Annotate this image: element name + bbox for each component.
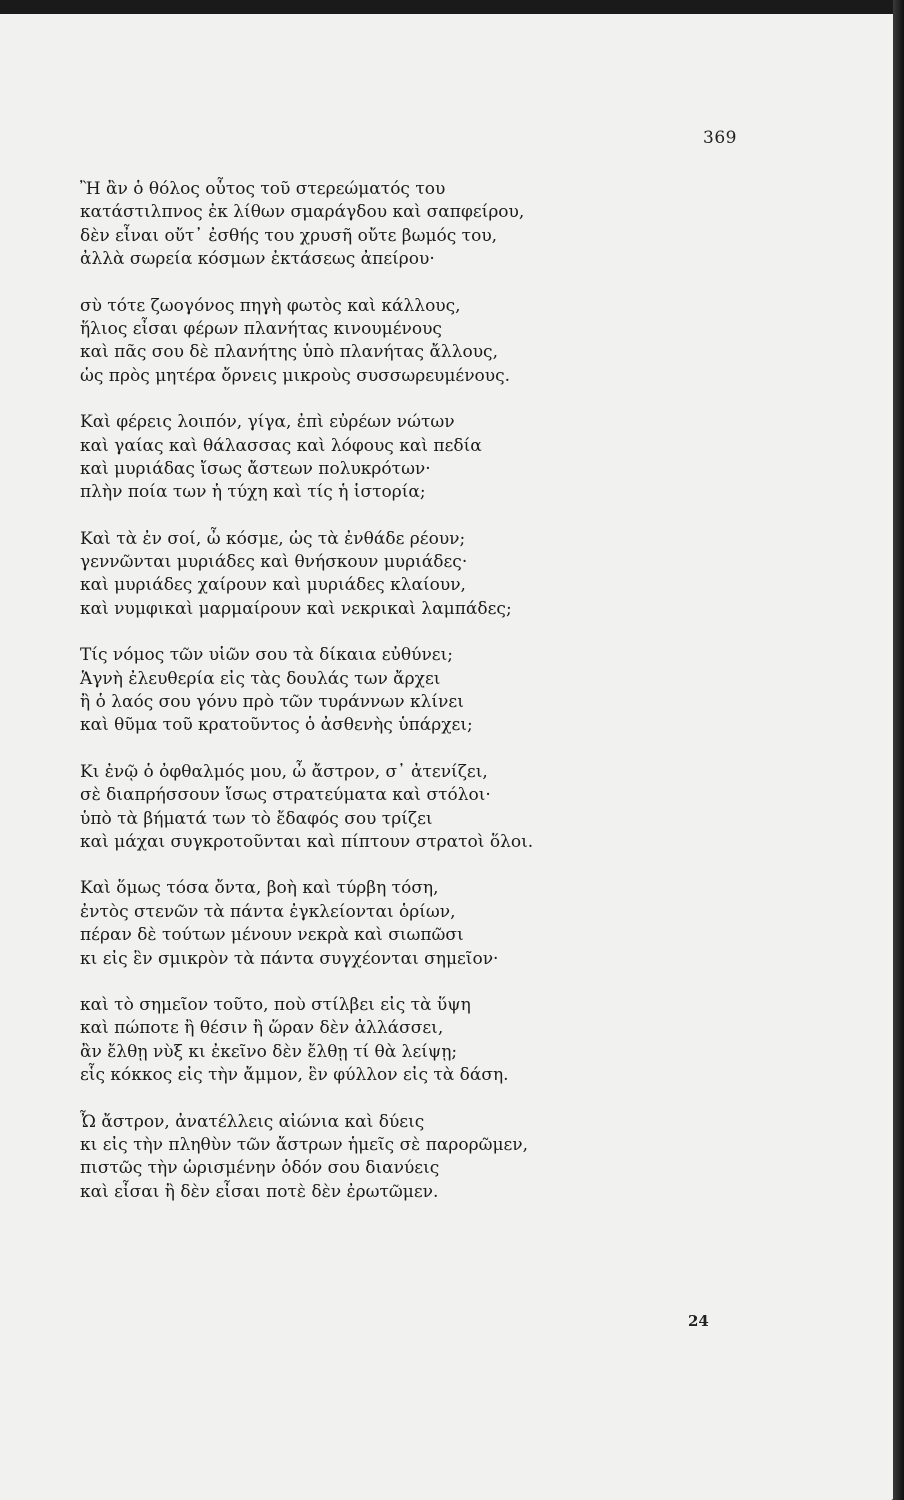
poem-line: σὲ διαπρήσσουν ἴσως στρατεύματα καὶ στόλοι· xyxy=(80,785,491,806)
poem-line: καὶ μυριάδες χαίρουν καὶ μυριάδες κλαίουν, xyxy=(80,575,466,596)
poem-line: ἢ ὁ λαός σου γόνυ πρὸ τῶν τυράννων κλίνει xyxy=(80,692,464,713)
poem-line: καὶ πᾶς σου δὲ πλανήτης ὑπὸ πλανήτας ἄλλους, xyxy=(80,342,498,363)
poem-line: καὶ εἶσαι ἢ δὲν εἶσαι ποτὲ δὲν ἐρωτῶμεν. xyxy=(80,1181,439,1202)
poem-line: καὶ πώποτε ἢ θέσιν ἢ ὥραν δὲν ἀλλάσσει, xyxy=(80,1018,444,1039)
stanza xyxy=(80,1111,680,1205)
stanza xyxy=(80,877,680,971)
poem-line: ὑπὸ τὰ βήματά των τὸ ἔδαφός σου τρίζει xyxy=(80,808,433,829)
stanza xyxy=(80,178,680,272)
poem-line: καὶ τὸ σημεῖον τοῦτο, ποὺ στίλβει εἰς τὰ ὕψη xyxy=(80,994,471,1015)
poem-line: ἀλλὰ σωρεία κόσμων ἐκτάσεως ἀπείρου· xyxy=(80,249,435,270)
poem-line: Ἢ ἂν ὁ θόλος οὗτος τοῦ στερεώματός του xyxy=(80,179,446,199)
poem-line: καὶ θῦμα τοῦ κρατοῦντος ὁ ἀσθενὴς ὑπάρχει; xyxy=(80,715,473,736)
stanza xyxy=(80,295,680,389)
stanza xyxy=(80,994,680,1088)
poem-line: κι εἰς τὴν πληθὺν τῶν ἄστρων ἡμεῖς σὲ παρορῶμεν, xyxy=(80,1134,529,1155)
poem-line: ἂν ἔλθῃ νὺξ κι ἐκεῖνο δὲν ἔλθῃ τί θὰ λείψῃ; xyxy=(80,1041,458,1062)
page-edge xyxy=(893,0,904,1500)
poem-line: Τίς νόμος τῶν υἱῶν σου τὰ δίκαια εὐθύνει; xyxy=(80,645,453,666)
poem-line: πλὴν ποία των ἡ τύχη καὶ τίς ἡ ἱστορία; xyxy=(80,482,426,503)
page-number: 369 xyxy=(703,128,737,148)
poem-line: καὶ γαίας καὶ θάλασσας καὶ λόφους καὶ πεδία xyxy=(80,435,482,456)
stanza xyxy=(80,761,680,855)
stanza xyxy=(80,411,680,505)
poem-line: ἥλιος εἶσαι φέρων πλανήτας κινουμένους xyxy=(80,318,442,339)
poem-line: Καὶ τὰ ἐν σοί, ὦ κόσμε, ὡς τὰ ἐνθάδε ρέουν; xyxy=(80,528,466,549)
poem-line: πέραν δὲ τούτων μένουν νεκρὰ καὶ σιωπῶσι xyxy=(80,925,464,946)
poem xyxy=(80,178,680,1227)
poem-line: ἐντὸς στενῶν τὰ πάντα ἐγκλείονται ὁρίων, xyxy=(80,901,456,922)
poem-line: Ἁγνὴ ἐλευθερία εἰς τὰς δουλάς των ἄρχει xyxy=(80,668,441,689)
poem-line: Καὶ φέρεις λοιπόν, γίγα, ἐπὶ εὐρέων νώτων xyxy=(80,412,455,433)
stanza xyxy=(80,528,680,622)
poem-line: ὡς πρὸς μητέρα ὄρνεις μικροὺς συσσωρευμένους. xyxy=(80,365,511,386)
signature-mark: 24 xyxy=(688,1312,709,1330)
poem-line: Κι ἐνῷ ὁ ὀφθαλμός μου, ὦ ἄστρον, σ᾽ ἀτενίζει, xyxy=(80,761,488,782)
stanza xyxy=(80,644,680,738)
poem-line: κι εἰς ἓν σμικρὸν τὰ πάντα συγχέονται σημεῖον· xyxy=(80,948,499,969)
poem-line: δὲν εἶναι οὔτ᾽ ἐσθής του χρυσῆ οὔτε βωμός του, xyxy=(80,225,498,246)
poem-line: κατάστιλπνος ἐκ λίθων σμαράγδου καὶ σαπφείρου, xyxy=(80,202,525,223)
poem-line: καὶ νυμφικαὶ μαρμαίρουν καὶ νεκρικαὶ λαμπάδες; xyxy=(80,598,512,619)
poem-line: πιστῶς τὴν ὡρισμένην ὁδόν σου διανύεις xyxy=(80,1158,440,1179)
poem-line: γεννῶνται μυριάδες καὶ θνήσκουν μυριάδες· xyxy=(80,552,468,573)
poem-line: σὺ τότε ζωογόνος πηγὴ φωτὸς καὶ κάλλους, xyxy=(80,295,461,316)
poem-line: καὶ μυριάδας ἴσως ἄστεων πολυκρότων· xyxy=(80,458,431,479)
poem-line: εἷς κόκκος εἰς τὴν ἄμμον, ἓν φύλλον εἰς τὰ δάση. xyxy=(80,1065,509,1086)
poem-line: Καὶ ὅμως τόσα ὄντα, βοὴ καὶ τύρβη τόση, xyxy=(80,878,439,899)
poem-line: καὶ μάχαι συγκροτοῦνται καὶ πίπτουν στρατοὶ ὅλοι. xyxy=(80,831,534,852)
poem-line: Ὦ ἄστρον, ἀνατέλλεις αἰώνια καὶ δύεις xyxy=(80,1111,425,1132)
